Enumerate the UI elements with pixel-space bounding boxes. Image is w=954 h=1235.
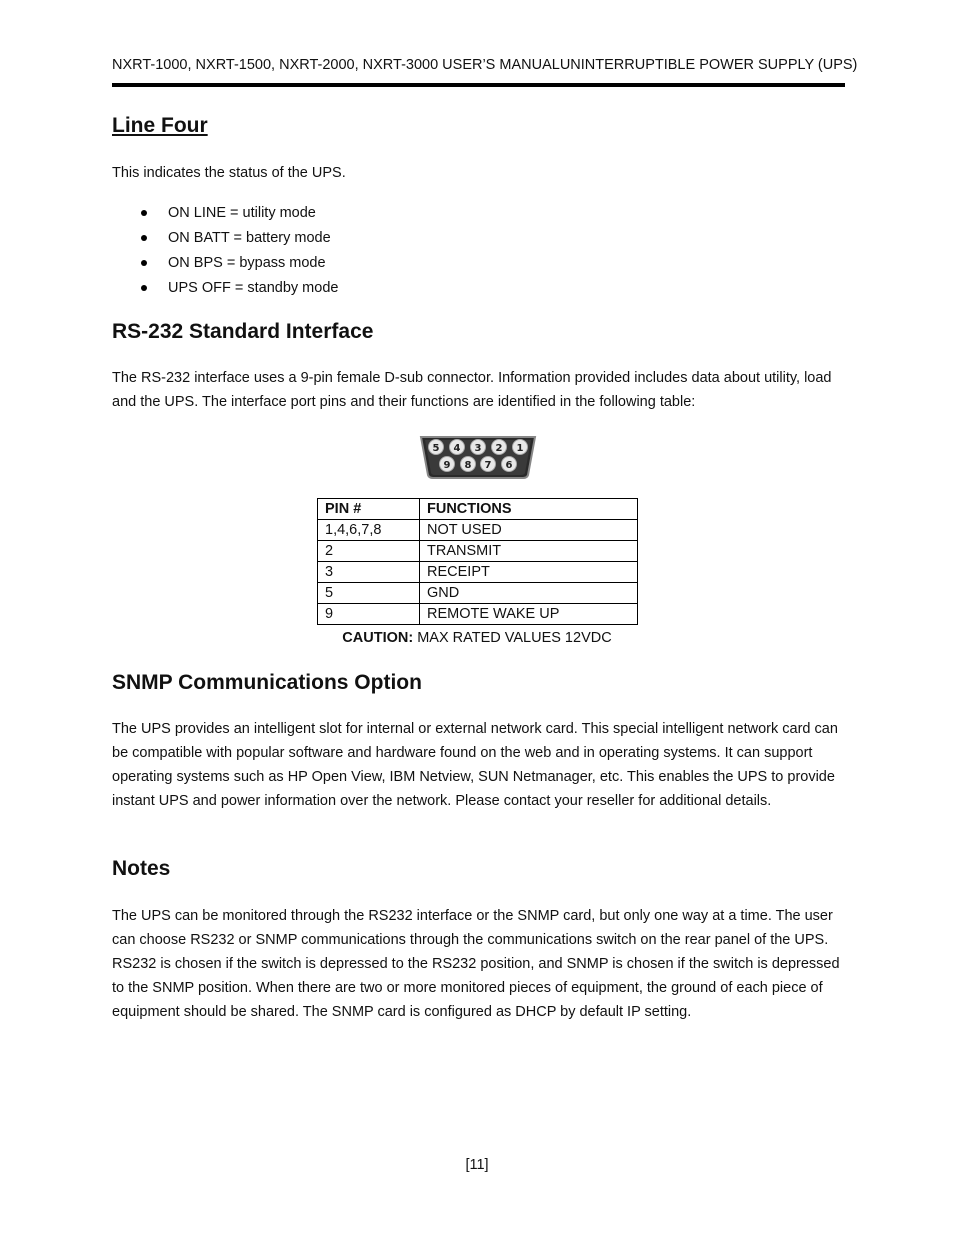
pin-label: 4 [453,443,461,454]
snmp-paragraph: The UPS provides an intelligent slot for internal or external network card. This special intelligent network card can be compatible with popular software and hardware found on the web and in operating systems. It can support operating systems such as HP Open View, IBM Netview, SUN Netmanager, etc. This enables the UPS to provide instant UPS and power information over the network. Please contact your reseller for additional details. [112,721,838,809]
table-header-row [318,499,638,520]
rs232-heading: RS-232 Standard Interface [112,320,374,343]
line-four-intro: This indicates the status of the UPS. [112,165,346,181]
bullet-icon [141,235,147,241]
pin-functions-table [317,498,638,625]
table-row [318,541,638,562]
table-cell: 3 [318,562,420,583]
table-cell: 9 [318,604,420,625]
pin-label: 3 [474,443,482,454]
table-row [318,562,638,583]
db9-connector-icon [418,434,538,480]
rs232-paragraph: The RS-232 interface uses a 9-pin female D-sub connector. Information provided includes data about utility, load and the UPS. The interface port pins and their functions are identified in the following table: [112,370,832,410]
list-item: UPS OFF = standby mode [112,276,338,301]
pin-label: 9 [443,460,451,471]
page-number: [11] [465,1157,489,1173]
bullet-icon [141,260,147,266]
table-cell: 5 [318,583,420,604]
table-row [318,604,638,625]
table-cell: NOT USED [420,520,638,541]
column-header: FUNCTIONS [420,499,638,520]
caution-note [317,630,637,646]
list-item: ON LINE = utility mode [112,201,338,226]
page-header: NXRT-1000, NXRT-1500, NXRT-2000, NXRT-3000 USER’S MANUALUNINTERRUPTIBLE POWER SUPPLY (UPS) [112,57,858,73]
pin-label: 6 [505,460,513,471]
caution-label: CAUTION: [342,630,414,646]
pin-label: 1 [516,443,524,454]
pin-label: 7 [484,460,492,471]
table-cell: TRANSMIT [420,541,638,562]
table-cell: RECEIPT [420,562,638,583]
caution-text: MAX RATED VALUES 12VDC [413,630,612,646]
bullet-icon [141,210,147,216]
table-cell: 1,4,6,7,8 [318,520,420,541]
list-item: ON BATT = battery mode [112,226,338,251]
list-item: ON BPS = bypass mode [112,251,338,276]
notes-paragraph: The UPS can be monitored through the RS232 interface or the SNMP card, but only one way at a time. The user can choose RS232 or SNMP communications through the communications switch on the rear panel of the UPS. RS232 is chosen if the switch is depressed to the RS232 position, and SNMP is chosen if the switch is depressed to the SNMP position. When there are two or more monitored pieces of equipment, the ground of each piece of equipment should be shared. The SNMP card is configured as DHCP by default IP setting. [112,908,840,1020]
notes-heading: Notes [112,857,171,880]
column-header: PIN # [318,499,420,520]
header-divider [112,83,845,87]
pin-label: 5 [432,443,440,454]
pin-label: 2 [495,443,503,454]
table-cell: 2 [318,541,420,562]
table-cell: REMOTE WAKE UP [420,604,638,625]
snmp-heading: SNMP Communications Option [112,671,422,694]
pin-label: 8 [464,460,472,471]
status-list [112,201,338,301]
line-four-heading: Line Four [112,114,208,137]
table-cell: GND [420,583,638,604]
table-row [318,583,638,604]
table-row [318,520,638,541]
bullet-icon [141,285,147,291]
